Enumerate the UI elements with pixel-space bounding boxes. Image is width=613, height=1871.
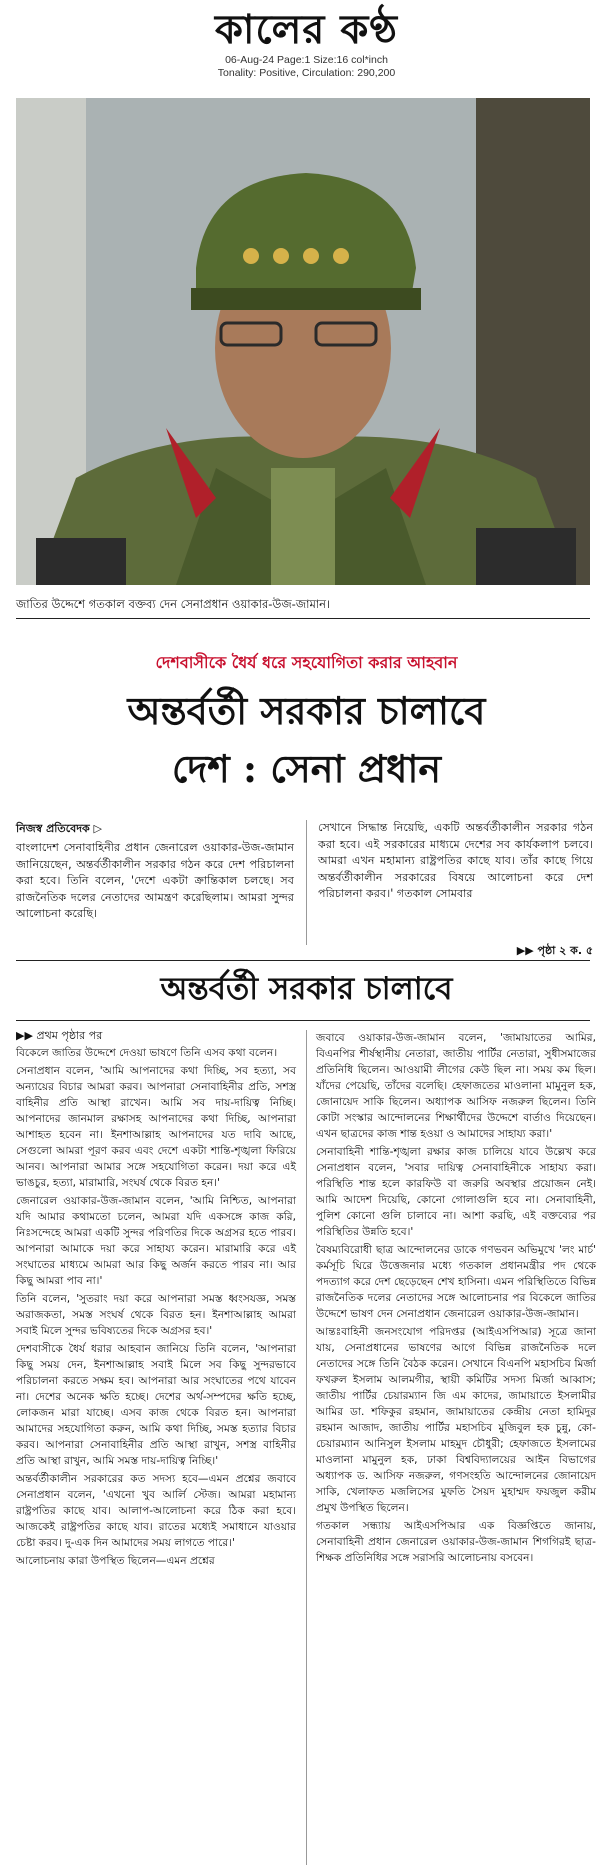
- paragraph: তিনি বলেন, 'সুতরাং দয়া করে আপনারা সমস্ত ধ্বংসযজ্ঞ, সমস্ত অরাজকতা, সমস্ত সংঘর্ষ থেকে বিরত হন। ইনশাআল্লাহ আমরা সবাই মিলে সুন্দর ভবিষ্যতের দিকে অগ্রসর হব।': [16, 1293, 296, 1337]
- paragraph: অন্তর্বর্তীকালীন সরকারের কত সদস্য হবে—এমন প্রশ্নের জবাবে সেনাপ্রধান বলেন, 'এখনো খুব আর্লি স্টেজ। আমরা মহামান্য রাষ্ট্রপতির কাছে যাব। আলাপ-আলোচনা করে ঠিক করা হবে। আজকেই রাষ্ট্রপতির কাছে যাব। রাতের মধ্যেই সমাধানে যাওয়ার চেষ্টা করব। দু-এক দিন আমাদের সময় লাগতে পারে।': [16, 1473, 296, 1549]
- lead-right-column: [318, 820, 593, 905]
- paragraph: দেশবাসীকে ধৈর্য ধরার আহবান জানিয়ে তিনি বলেন, 'আপনারা কিছু সময় দেন, ইনশাআল্লাহ সবাই মিলে সব কিছু সুন্দরভাবে পরিচালনা করতে সক্ষম হব। আপনারা আর সংঘাতের পথে যাবেন না। দেশের অনেক ক্ষতি হচ্ছে। দেশের অর্থ-সম্পদের ক্ষতি হচ্ছে, লোকজন মারা যাচ্ছে। এসব কাজ থেকে বিরত হন। আপনারা আমাদের সহযোগিতা করুন, আমি কথা দিচ্ছি, সমস্ত হত্যার বিচার করব। আপনারা সেনাবাহিনীর প্রতি আস্থা রাখুন, সশস্ত্র বাহিনীর প্রতি আস্থা রাখুন, আমি সমস্ত দায়-দায়িত্ব নিচ্ছি।': [16, 1343, 296, 1467]
- continued-from-label: ▶▶ প্রথম পৃষ্ঠার পর: [16, 1029, 103, 1042]
- army-chief-photo: [16, 98, 590, 585]
- kicker: দেশবাসীকে ধৈর্য ধরে সহযোগিতা করার আহবান: [155, 653, 458, 672]
- photo-caption: জাতির উদ্দেশে গতকাল বক্তব্য দেন সেনাপ্রধান ওয়াকার-উজ-জামান।: [16, 597, 331, 611]
- divider: [16, 618, 590, 619]
- clip-meta-line-1: 06-Aug-24 Page:1 Size:16 col*inch: [225, 54, 388, 66]
- divider: [16, 960, 590, 961]
- photo-illustration: [16, 98, 590, 585]
- paragraph: সেনাবাহিনী শান্তি-শৃঙ্খলা রক্ষার কাজ চালিয়ে যাবে উল্লেখ করে সেনাপ্রধান বলেন, 'সবার দায়িত্ব সেনাবাহিনীকে সাহায্য করা। পরিস্থিতি শান্ত হলে কারফিউ বা জরুরি অবস্থার প্রয়োজন নেই। আমি আদেশ দিয়েছি, কোনো গোলাগুলি হবে না। সেনাবাহিনী, পুলিশ কোনো গুলি চালাবে না। আশা করছি, এই বক্তব্যের পর পরিস্থিতির উন্নতি হবে।': [316, 1146, 596, 1238]
- headline-line-1: অন্তর্বর্তী সরকার চালাবে: [127, 688, 486, 733]
- paragraph: বৈষম্যবিরোধী ছাত্র আন্দোলনের ডাকে গণভবন অভিমুখে 'লং মার্চ' কর্মসূচি ঘিরে উত্তেজনার মধ্যে গতকাল প্রধানমন্ত্রীর পদ থেকে পদত্যাগ করে দেশ ছেড়েছেন শেখ হাসিনা। এমন পরিস্থিতিতে বিভিন্ন রাজনৈতিক দলের নেতাদের সঙ্গে আলোচনার পর বিকেলে জাতির উদ্দেশে ভাষণ দেন সেনাপ্রধান জেনারেল ওয়াকার-উজ-জামান।: [316, 1244, 596, 1320]
- paragraph: বিকেলে জাতির উদ্দেশে দেওয়া ভাষণে তিনি এসব কথা বলেন।: [16, 1047, 278, 1059]
- lead-right-text: সেখানে সিদ্ধান্ত নিয়েছি, একটি অন্তর্বর্তীকালীন সরকার গঠন করা হবে। এই সরকারের মাধ্যমে দেশের সব কার্যকলাপ চলবে। আমরা এখন মহামান্য রাষ্ট্রপতির কাছে যাব। তাঁর কাছে গিয়ে অন্তর্বর্তীকালীন সরকারের বিষয়ে আলোচনা করে দেশ পরিচালনা করব।' গতকাল সোমবার: [318, 821, 593, 901]
- paragraph: আন্তঃবাহিনী জনসংযোগ পরিদপ্তর (আইএসপিআর) সূত্রে জানা যায়, সেনাপ্রধানের ভাষণের আগে বিভিন্ন রাজনৈতিক দলে নেতাদের সঙ্গে তিনি বৈঠক করেন। সেখানে বিএনপি মহাসচিব মির্জা ফখরুল ইসলাম আলমগীর, স্থায়ী কমিটির সদস্য মির্জা আব্বাস; জাতীয় পার্টির চেয়ারম্যান জি এম কাদের, জামায়াতে ইসলামীর আমির ডা. শফিকুর রহমান, জামায়াতের কেন্দ্রীয় নেতা হামিদুর রহমান আজাদ, জাতীয় পার্টির মহাসচিব মুজিবুল হক চুন্নু, কো-চেয়ারম্যান আনিসুল ইসলাম মাহমুদ চৌধুরী; হেফাজতে ইসলামের মাওলানা মামুনুল হক, ঢাকা বিশ্ববিদ্যালয়ের আইন বিভাগের অধ্যাপক ড. আসিফ নজরুল, গণসংহতি আন্দোলনের জোনায়েদ সাকি, খেলাফত মজলিসের মুফতি সৈয়দ মুহাম্মদ ফয়জুল করীম প্রমুখ উপস্থিত ছিলেন।: [316, 1326, 596, 1514]
- lead-left-column: [16, 840, 294, 925]
- lead-left-text: বাংলাদেশ সেনাবাহিনীর প্রধান জেনারেল ওয়াকার-উজ-জামান জানিয়েছেন, অন্তর্বর্তীকালীন সরকার গঠন করে দেশ পরিচালনা করা হবে। তিনি বলেন, 'দেশে একটা ক্রান্তিকাল চলছে। সব রাজনৈতিক দলের নেতাদের আমন্ত্রণ করেছিলাম। আমরা সুন্দর আলোচনা করেছি।: [16, 841, 294, 921]
- column-divider: [306, 820, 307, 945]
- newspaper-logo: কালের কণ্ঠ: [214, 6, 399, 53]
- masthead: [0, 6, 613, 80]
- continuation-left-column: [16, 1045, 296, 1571]
- paragraph: সেনাপ্রধান বলেন, 'আমি আপনাদের কথা দিচ্ছি, সব হত্যা, সব অন্যায়ের বিচার আমরা করব। আপনারা সেনাবাহিনীর প্রতি, সশস্ত্র বাহিনীর প্রতি আস্থা রাখেন। আমি সব দায়-দায়িত্ব নিচ্ছি। আপনাদের জানমাল রক্ষাসহ আপনাদের কথা দিচ্ছি, আপনারা আশাহত হবেন না। ইনশাআল্লাহ আপনাদের যত দাবি আছে, সেগুলো আমরা পূরণ করব এবং দেশে একটা শান্তি-শৃঙ্খলা ফিরিয়ে আনব। আপনারা আমার সঙ্গে সহযোগিতা করেন। দয়া করে এই ভাঙচুর, হত্যা, মারামারি, সংঘর্ষ থেকে বিরত হন।': [16, 1065, 296, 1189]
- headline-line-2: দেশ : সেনা প্রধান: [171, 746, 442, 791]
- continuation-right-column: [316, 1030, 596, 1568]
- paragraph: আলোচনায় কারা উপস্থিত ছিলেন—এমন প্রশ্নের: [16, 1555, 215, 1567]
- clip-meta-line-2: Tonality: Positive, Circulation: 290,200: [217, 67, 396, 79]
- paragraph: জেনারেল ওয়াকার-উজ-জামান বলেন, 'আমি নিশ্চিত, আপনারা যদি আমার কথামতো চলেন, আমরা যদি একসঙ্গে কাজ করি, নিঃসন্দেহে আমরা একটি সুন্দর পরিণতির দিকে অগ্রসর হতে পারব। আপনারা আমাকে দয়া করে সাহায্য করেন। মারামারি করে এই সংঘাতের মাধ্যমে আমরা আর কিছু অর্জন করতে পারব না। আর কিছু আমরা পাব না।': [16, 1195, 296, 1287]
- byline: নিজস্ব প্রতিবেদক ▷: [16, 822, 102, 835]
- column-divider: [306, 1030, 307, 1865]
- paragraph: গতকাল সন্ধ্যায় আইএসপিআর এক বিজ্ঞপ্তিতে জানায়, সেনাবাহিনী প্রধান জেনারেল ওয়াকার-উজ-জামান শিগগিরই ছাত্র-শিক্ষক প্রতিনিধির সঙ্গে সরাসরি আলোচনায় বসবেন।: [316, 1520, 596, 1564]
- jump-reference: ▶▶ পৃষ্ঠা ২ ক. ৫: [516, 944, 593, 957]
- paragraph: জবাবে ওয়াকার-উজ-জামান বলেন, 'জামায়াতের আমির, বিএনপির শীর্ষস্থানীয় নেতারা, জাতীয় পার্টির নেতারা, সুধীসমাজের প্রতিনিধি ছিলেন। আওয়ামী লীগের কেউ ছিল না। সময় কম ছিল। যাঁদের পেয়েছি, তাঁদের বলেছি। হেফাজতের মাওলানা মামুনুল হক, জোনায়েদ সাকি ছিলেন। অধ্যাপক আসিফ নজরুল ছিলেন। তিনি কোটা সংস্কার আন্দোলনের শিক্ষার্থীদের উদ্দেশে বার্তাও দিয়েছেন। এখন ছাত্রদের কাজ শান্ত হওয়া ও আমাদের সাহায্য করা।': [316, 1032, 596, 1140]
- continuation-headline: অন্তর্বর্তী সরকার চালাবে: [160, 971, 453, 1007]
- headline: [30, 682, 583, 798]
- divider: [16, 1020, 590, 1021]
